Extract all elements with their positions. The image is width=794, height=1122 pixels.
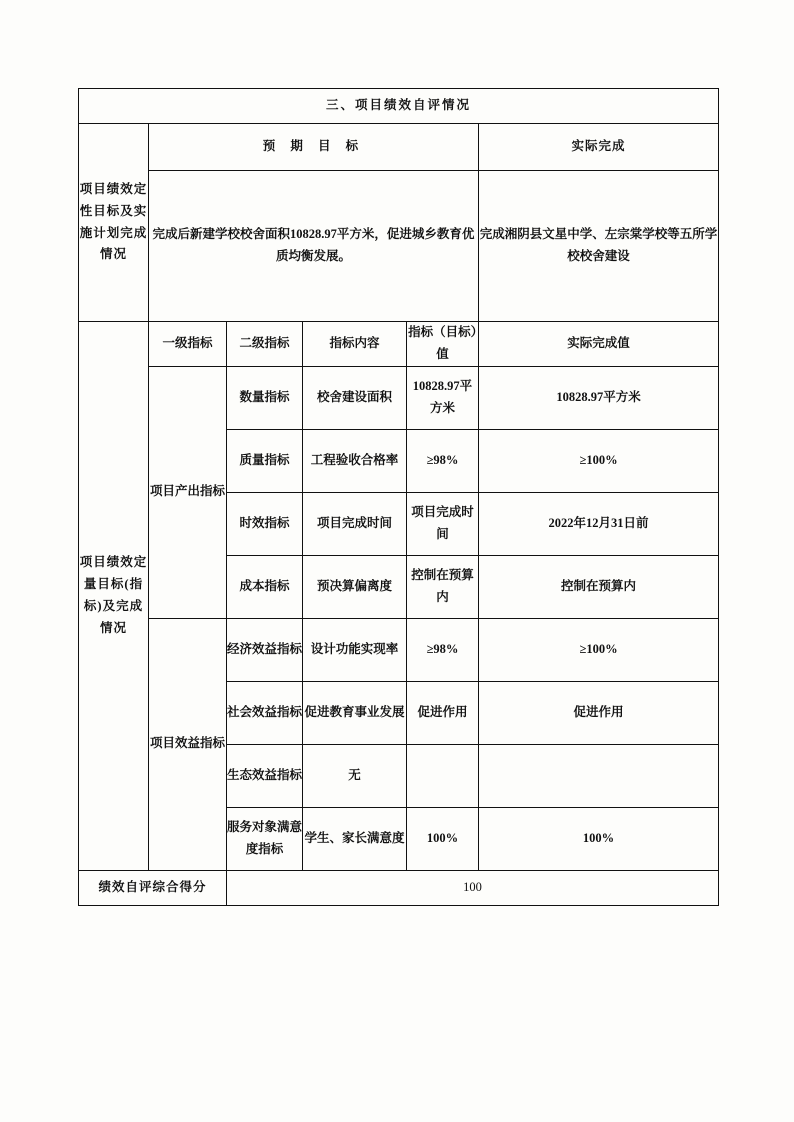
indicator-actual: 促进作用 (479, 681, 719, 744)
score-value: 100 (227, 870, 719, 905)
header-level2-indicator: 二级指标 (227, 322, 303, 367)
table-row-score (79, 870, 719, 905)
indicator-content: 无 (303, 744, 407, 807)
indicator-target: 促进作用 (407, 681, 479, 744)
indicator-content: 预决算偏离度 (303, 555, 407, 618)
indicator-target: ≥98% (407, 618, 479, 681)
indicator-content: 设计功能实现率 (303, 618, 407, 681)
header-indicator-content: 指标内容 (303, 322, 407, 367)
indicator-actual: 2022年12月31日前 (479, 492, 719, 555)
table-row (79, 618, 719, 681)
indicator-actual: 10828.97平方米 (479, 366, 719, 429)
header-actual-value: 实际完成值 (479, 322, 719, 367)
indicator-target: 项目完成时间 (407, 492, 479, 555)
table-row (79, 366, 719, 429)
qualitative-actual-text: 完成湘阴县文星中学、左宗棠学校等五所学校校舍建设 (479, 171, 719, 322)
level2-label: 数量指标 (227, 366, 303, 429)
header-level1-indicator: 一级指标 (149, 322, 227, 367)
section-title: 三、项目绩效自评情况 (79, 89, 719, 124)
qualitative-expected-text: 完成后新建学校校舍面积10828.97平方米，促进城乡教育优质均衡发展。 (149, 171, 479, 322)
table-row-qual-content (79, 171, 719, 322)
table-row-qual-header (79, 124, 719, 171)
indicator-target: 100% (407, 807, 479, 870)
indicator-actual (479, 744, 719, 807)
group-label-output: 项目产出指标 (149, 366, 227, 618)
quantitative-row-label: 项目绩效定量目标(指标)及完成情况 (79, 322, 149, 871)
qualitative-row-label: 项目绩效定性目标及实施计划完成情况 (79, 124, 149, 322)
level2-label: 成本指标 (227, 555, 303, 618)
indicator-content: 学生、家长满意度 (303, 807, 407, 870)
indicator-content: 校舍建设面积 (303, 366, 407, 429)
performance-table-container (78, 88, 718, 906)
indicator-actual: 控制在预算内 (479, 555, 719, 618)
table-row-title (79, 89, 719, 124)
header-target-value: 指标（目标）值 (407, 322, 479, 367)
level2-label: 经济效益指标 (227, 618, 303, 681)
performance-self-evaluation-table (78, 88, 719, 906)
level2-label: 时效指标 (227, 492, 303, 555)
indicator-target (407, 744, 479, 807)
indicator-actual: ≥100% (479, 429, 719, 492)
level2-label: 服务对象满意度指标 (227, 807, 303, 870)
level2-label: 生态效益指标 (227, 744, 303, 807)
indicator-target: 控制在预算内 (407, 555, 479, 618)
indicator-content: 项目完成时间 (303, 492, 407, 555)
indicator-content: 促进教育事业发展 (303, 681, 407, 744)
indicator-content: 工程验收合格率 (303, 429, 407, 492)
indicator-target: 10828.97平方米 (407, 366, 479, 429)
indicator-actual: 100% (479, 807, 719, 870)
actual-completion-header: 实际完成 (479, 124, 719, 171)
score-label: 绩效自评综合得分 (79, 870, 227, 905)
indicator-target: ≥98% (407, 429, 479, 492)
group-label-benefit: 项目效益指标 (149, 618, 227, 870)
indicator-actual: ≥100% (479, 618, 719, 681)
level2-label: 社会效益指标 (227, 681, 303, 744)
table-row-indicator-header (79, 322, 719, 367)
level2-label: 质量指标 (227, 429, 303, 492)
expected-target-header: 预 期 目 标 (149, 124, 479, 171)
